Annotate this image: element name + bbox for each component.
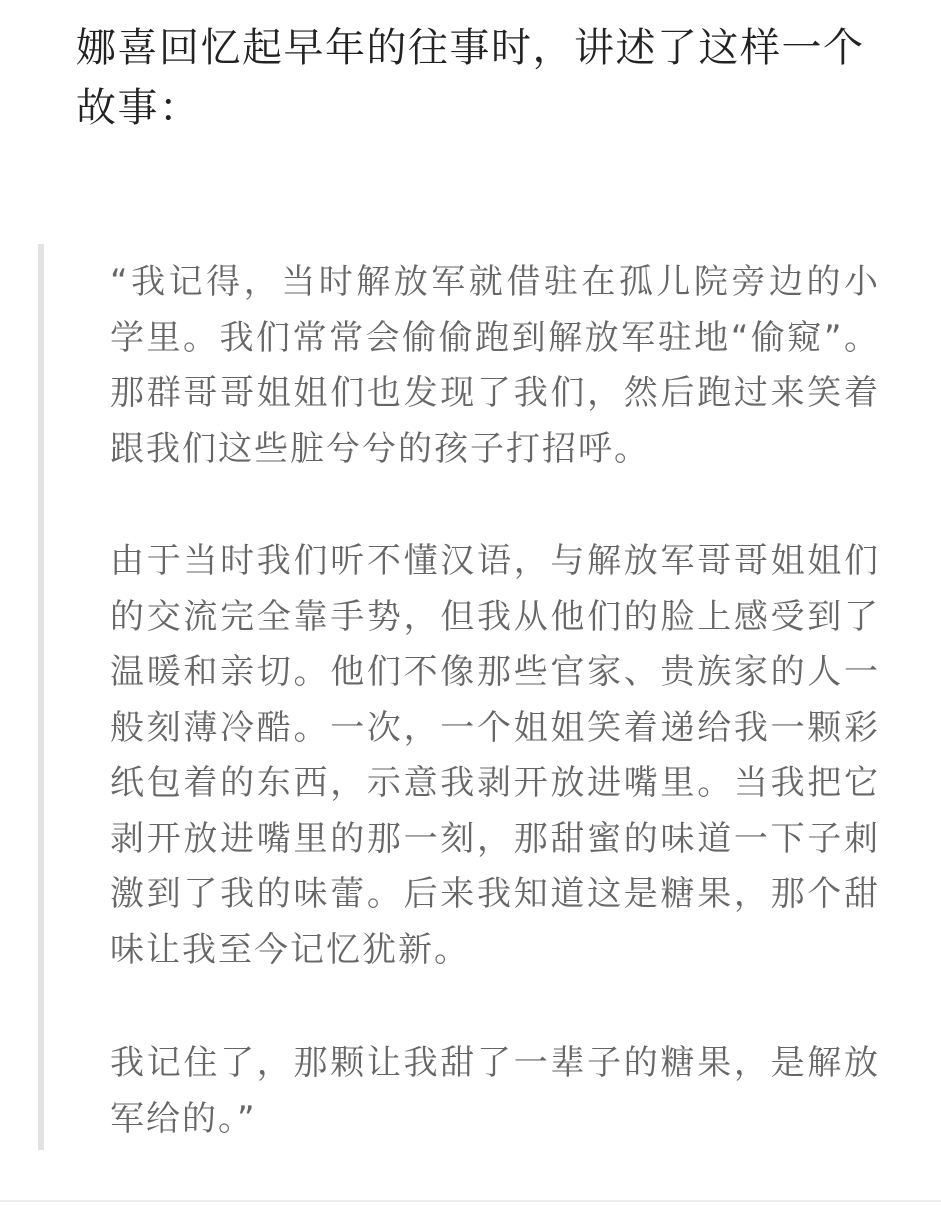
quote-paragraph-3: 我记住了，那颗让我甜了一辈子的糖果，是解放军给的。” xyxy=(110,1043,880,1139)
quote-paragraph-1: “我记得，当时解放军就借驻在孤儿院旁边的小学里。我们常常会偷偷跑到解放军驻地“偷窥”。那群哥哥姐姐们也发现了我们，然后跑过来笑着跟我们这些脏兮兮的孩子打招呼。 xyxy=(110,262,880,469)
quote-paragraph-2: 由于当时我们听不懂汉语，与解放军哥哥姐姐们的交流完全靠手势，但我从他们的脸上感受到了温暖和亲切。他们不像那些官家、贵族家的人一般刻薄冷酷。一次，一个姐姐笑着递给我一颗彩纸包着的东西，示意我剥开放进嘴里。当我把它剥开放进嘴里的那一刻，那甜蜜的味道一下子刺激到了我的味蕾。后来我知道这是糖果，那个甜味让我至今记忆犹新。 xyxy=(110,541,880,970)
blockquote xyxy=(38,244,898,1150)
intro-paragraph: 娜喜回忆起早年的往事时，讲述了这样一个故事： xyxy=(76,25,865,131)
bottom-divider xyxy=(0,1200,941,1202)
